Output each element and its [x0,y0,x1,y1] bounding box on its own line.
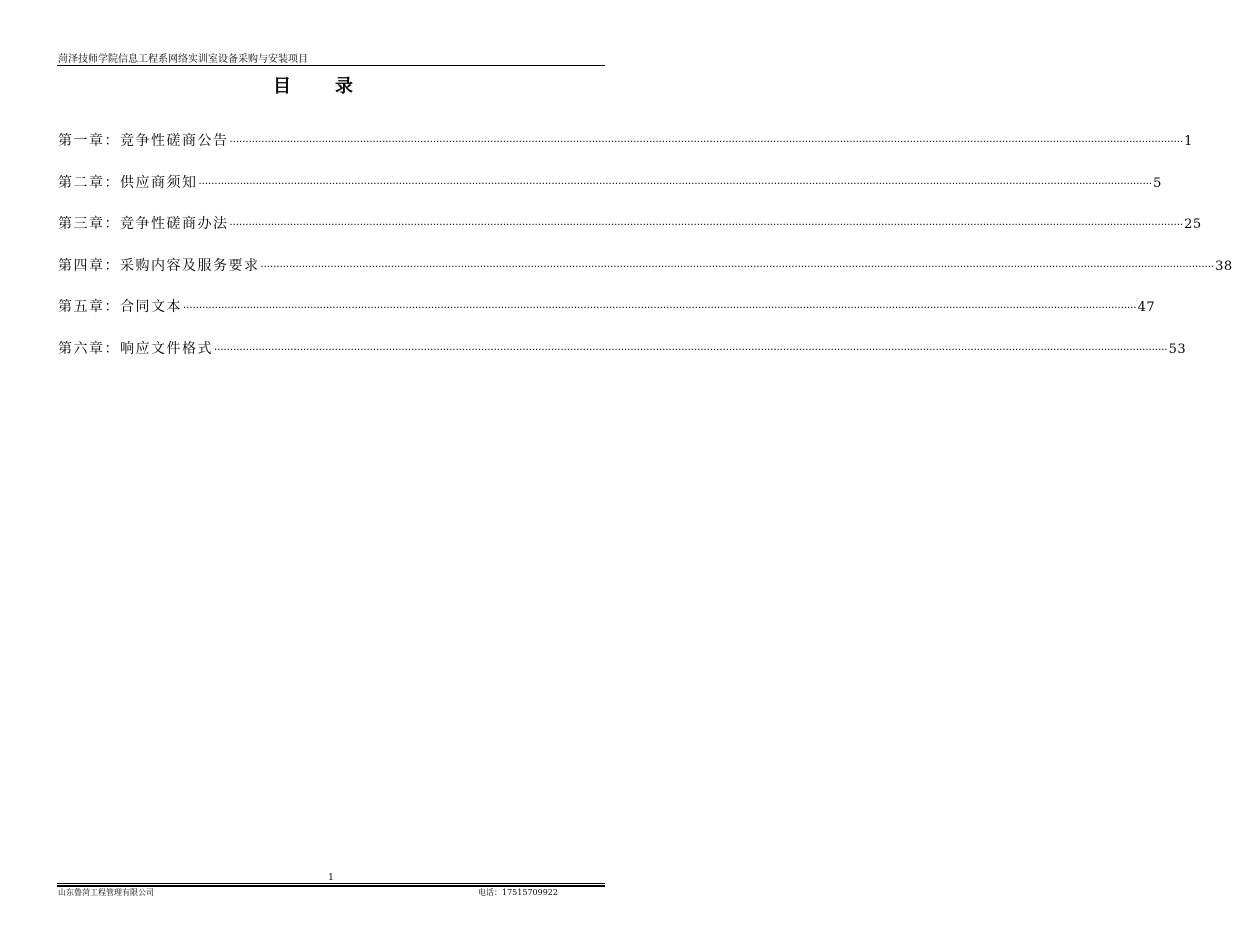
toc-title [0,72,626,98]
page-number: 1 [328,873,334,883]
toc-item-label: 第六章：响应文件格式 [58,340,213,357]
toc-item-page: 1 [1184,134,1193,149]
toc-item-page: 47 [1137,300,1156,315]
toc-item-chapter-3[interactable] [58,213,1202,255]
toc-item-label: 第四章：采购内容及服务要求 [58,257,260,274]
toc-title-part1: 目 [273,76,291,97]
toc-list [58,130,1233,379]
toc-item-label: 第三章：竞争性磋商办法 [58,216,229,232]
toc-dot-leader: ············································································································································································································································································································ [214,344,1168,356]
toc-item-chapter-6[interactable] [58,338,1187,380]
toc-item-chapter-4[interactable] [58,255,1233,297]
toc-item-chapter-1[interactable] [58,130,1193,172]
toc-dot-leader: ············································································································································································································································································································ [198,178,1153,190]
toc-dot-leader: ············································································································································································································································································································ [183,303,1137,314]
toc-dot-leader: ············································································································································································································································································································ [260,261,1215,273]
toc-item-page: 53 [1168,341,1187,357]
toc-dot-leader: ············································································································································································································································································································ [229,137,1184,148]
header-project-title: 菏泽技师学院信息工程系网络实训室设备采购与安装项目 [58,54,308,65]
toc-item-chapter-2[interactable] [58,172,1162,214]
footer-phone: 电话：17515709922 [478,888,558,897]
toc-item-page: 38 [1215,258,1233,274]
toc-title-part2: 录 [335,76,353,97]
header-divider [57,65,605,66]
toc-item-page: 5 [1153,175,1162,191]
toc-item-label: 第五章：合同文本 [58,299,182,315]
toc-dot-leader: ············································································································································································································································································································ [229,220,1184,231]
toc-item-page: 25 [1184,217,1202,232]
footer-divider-thin [57,883,605,884]
toc-item-label: 第一章：竞争性磋商公告 [58,133,229,149]
footer-company: 山东鲁菏工程管理有限公司 [58,888,154,897]
toc-item-chapter-5[interactable] [58,296,1156,338]
toc-item-label: 第二章：供应商须知 [58,174,198,191]
